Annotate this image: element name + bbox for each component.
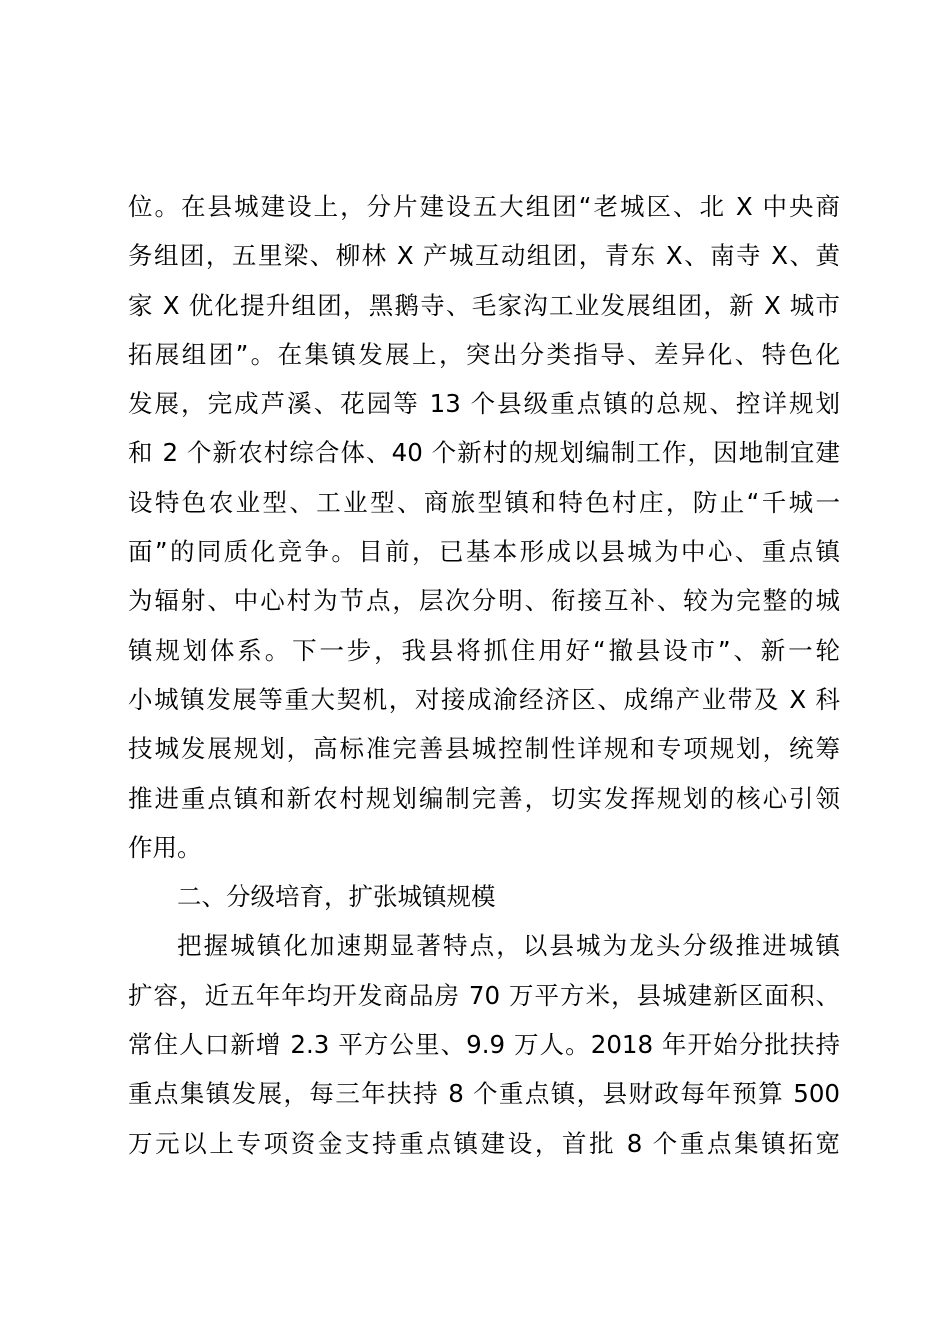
paragraph-2-line: 重点集镇发展，每三年扶持 8 个重点镇，县财政每年预算 500	[128, 1079, 840, 1109]
paragraph-1-line: 和 2 个新农村综合体、40 个新村的规划编制工作，因地制宜建	[128, 438, 840, 468]
paragraph-1-line: 推进重点镇和新农村规划编制完善，切实发挥规划的核心引领	[128, 783, 840, 813]
document-body	[128, 182, 840, 1168]
paragraph-1-line: 发展，完成芦溪、花园等 13 个县级重点镇的总规、控详规划	[128, 389, 840, 419]
paragraph-1-line: 设特色农业型、工业型、商旅型镇和特色村庄，防止“千城一	[128, 487, 840, 517]
paragraph-1-line: 作用。	[128, 832, 202, 862]
paragraph-1-line: 面”的同质化竞争。目前，已基本形成以县城为中心、重点镇	[128, 537, 840, 567]
paragraph-1-line: 镇规划体系。下一步，我县将抓住用好“撤县设市”、新一轮	[128, 635, 840, 665]
paragraph-1-line: 小城镇发展等重大契机，对接成渝经济区、成绵产业带及 X 科	[128, 684, 840, 714]
paragraph-2-line: 扩容，近五年年均开发商品房 70 万平方米，县城建新区面积、	[128, 980, 840, 1010]
paragraph-2-line: 把握城镇化加速期显著特点，以县城为龙头分级推进城镇	[177, 931, 840, 961]
paragraph-1-line: 位。在县城建设上，分片建设五大组团“老城区、北 X 中央商	[128, 192, 840, 221]
paragraph-2-line: 常住人口新增 2.3 平方公里、9.9 万人。2018 年开始分批扶持	[128, 1030, 840, 1060]
paragraph-1-line: 为辐射、中心村为节点，层次分明、衔接互补、较为完整的城	[128, 586, 840, 616]
paragraph-1-line: 拓展组团”。在集镇发展上，突出分类指导、差异化、特色化	[128, 339, 840, 369]
paragraph-1-line: 技城发展规划，高标准完善县城控制性详规和专项规划，统筹	[128, 734, 840, 764]
paragraph-1-line: 务组团，五里梁、柳林 X 产城互动组团，青东 X、南寺 X、黄	[128, 241, 840, 271]
paragraph-2-line: 万元以上专项资金支持重点镇建设，首批 8 个重点集镇拓宽	[128, 1128, 840, 1158]
paragraph-1-line: 家 X 优化提升组团，黑鹅寺、毛家沟工业发展组团，新 X 城市	[128, 290, 840, 320]
section-heading: 二、分级培育，扩张城镇规模	[177, 882, 496, 912]
